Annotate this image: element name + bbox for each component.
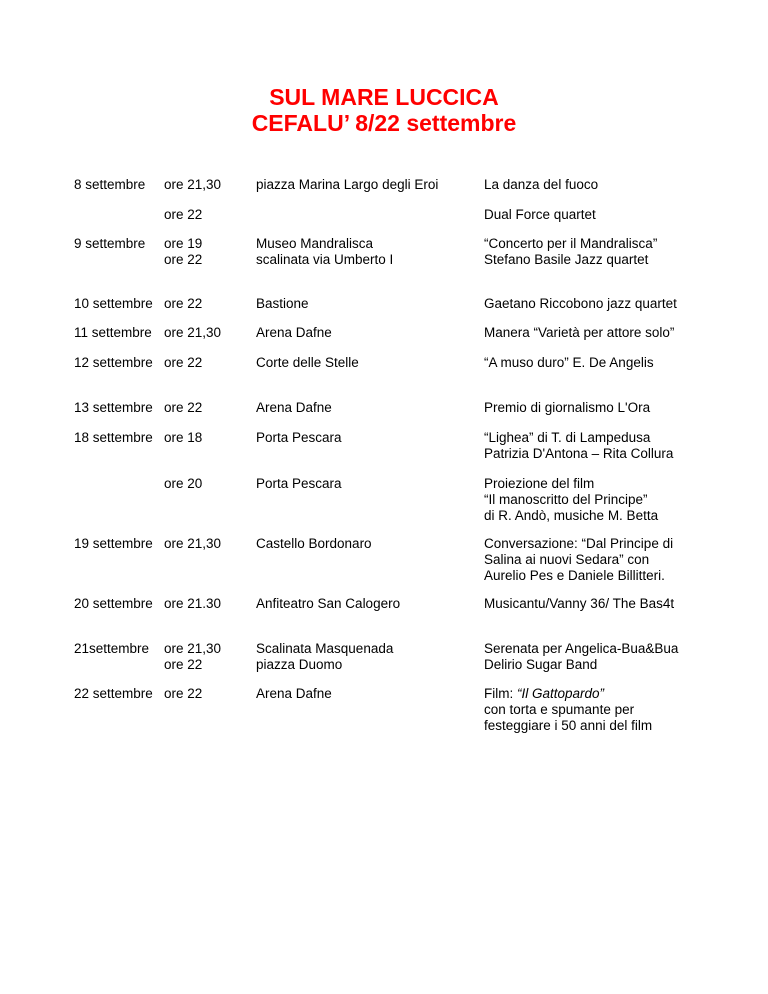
event-description-line: Delirio Sugar Band <box>484 657 598 672</box>
event-description-line: Conversazione: “Dal Principe di <box>484 536 674 551</box>
event-place <box>256 476 342 492</box>
event-time-line: ore 19 <box>164 236 203 251</box>
event-description <box>484 596 674 612</box>
event-description <box>484 296 677 312</box>
event-date: 11 settembre <box>74 325 152 340</box>
event-time-line: ore 21,30 <box>164 536 222 551</box>
event-time-line: ore 22 <box>164 207 203 222</box>
event-place <box>256 236 393 268</box>
event-place-line: piazza Duomo <box>256 657 343 672</box>
event-place-line: Arena Dafne <box>256 325 332 340</box>
event-description <box>484 400 650 416</box>
event-place <box>256 686 332 702</box>
event-time <box>164 236 202 268</box>
event-place <box>256 536 372 552</box>
event-time <box>164 686 202 702</box>
event-place-line: Museo Mandralisca <box>256 236 374 251</box>
event-place-line: Porta Pescara <box>256 430 342 445</box>
event-description <box>484 536 673 584</box>
event-time-line: ore 22 <box>164 400 203 415</box>
title-line-2: CEFALU’ 8/22 settembre <box>251 110 517 136</box>
event-time <box>164 207 202 223</box>
event-description-line: “Il manoscritto del Principe” <box>484 492 648 507</box>
event-description-line: con torta e spumante per <box>484 702 635 717</box>
event-description-line: Dual Force quartet <box>484 207 596 222</box>
event-place-line: scalinata via Umberto I <box>256 252 394 267</box>
event-date: 8 settembre <box>74 177 146 192</box>
event-place-line: Arena Dafne <box>256 686 332 701</box>
event-description <box>484 686 652 734</box>
event-description-line: “Lighea” di T. di Lampedusa <box>484 430 651 445</box>
event-description-line: Salina ai nuovi Sedara” con <box>484 552 650 567</box>
event-place <box>256 296 309 312</box>
event-time <box>164 596 221 612</box>
event-date: 19 settembre <box>74 536 153 551</box>
event-description <box>484 177 598 193</box>
event-time-line: ore 22 <box>164 686 203 701</box>
event-place <box>256 177 438 193</box>
event-time <box>164 476 202 492</box>
event-place-line: Corte delle Stelle <box>256 355 359 370</box>
event-place-line: Arena Dafne <box>256 400 332 415</box>
event-place-line: Porta Pescara <box>256 476 342 491</box>
event-place <box>256 641 393 673</box>
film-title: “Il Gattopardo” <box>517 686 605 701</box>
event-time-line: ore 22 <box>164 355 203 370</box>
event-description-line: “A muso duro” E. De Angelis <box>484 355 654 370</box>
event-description-line: Musicantu/Vanny 36/ The Bas4t <box>484 596 675 611</box>
event-time <box>164 536 221 552</box>
event-description <box>484 236 657 268</box>
event-place <box>256 325 332 341</box>
event-time-line: ore 18 <box>164 430 203 445</box>
event-description <box>484 355 654 371</box>
event-time <box>164 400 202 416</box>
event-description-line: Manera “Varietà per attore solo” <box>484 325 675 340</box>
event-description-line: Aurelio Pes e Daniele Billitteri. <box>484 568 665 583</box>
event-description-line: festeggiare i 50 anni del film <box>484 718 653 733</box>
event-date: 10 settembre <box>74 296 153 311</box>
event-description <box>484 325 674 341</box>
event-time <box>164 177 221 193</box>
event-time <box>164 430 202 446</box>
event-description-line: Stefano Basile Jazz quartet <box>484 252 649 267</box>
event-description-line: di R. Andò, musiche M. Betta <box>484 508 659 523</box>
event-place-line: Castello Bordonaro <box>256 536 372 551</box>
event-date: 20 settembre <box>74 596 153 611</box>
event-description-line: Gaetano Riccobono jazz quartet <box>484 296 677 311</box>
title-line-1: SUL MARE LUCCICA <box>269 84 499 110</box>
event-date: 18 settembre <box>74 430 153 445</box>
event-time-line: ore 20 <box>164 476 203 491</box>
event-time <box>164 641 221 673</box>
event-time-line: ore 21.30 <box>164 596 222 611</box>
event-description <box>484 641 678 673</box>
event-description-line: Patrizia D'Antona – Rita Collura <box>484 446 674 461</box>
event-time-line: ore 21,30 <box>164 177 222 192</box>
event-time-line: ore 21,30 <box>164 641 222 656</box>
event-date: 13 settembre <box>74 400 153 415</box>
event-place-line: Bastione <box>256 296 309 311</box>
event-date: 21settembre <box>74 641 150 656</box>
event-description-line: Film: “Il Gattopardo” <box>484 686 605 701</box>
event-time <box>164 355 202 371</box>
event-description-line: Premio di giornalismo L'Ora <box>484 400 651 415</box>
event-description-line: “Concerto per il Mandralisca” <box>484 236 658 251</box>
event-description-line: Serenata per Angelica-Bua&Bua <box>484 641 679 656</box>
event-date: 9 settembre <box>74 236 146 251</box>
event-place-line: piazza Marina Largo degli Eroi <box>256 177 439 192</box>
event-description <box>484 207 596 223</box>
event-time-line: ore 22 <box>164 657 203 672</box>
event-time <box>164 325 221 341</box>
event-description-line: La danza del fuoco <box>484 177 599 192</box>
event-time-line: ore 21,30 <box>164 325 222 340</box>
event-description <box>484 476 658 524</box>
event-date: 12 settembre <box>74 355 153 370</box>
event-time-line: ore 22 <box>164 252 203 267</box>
event-place <box>256 596 400 612</box>
event-place <box>256 430 342 446</box>
event-description <box>484 430 673 462</box>
event-time-line: ore 22 <box>164 296 203 311</box>
event-time <box>164 296 202 312</box>
event-place <box>256 400 332 416</box>
event-place-line: Scalinata Masquenada <box>256 641 394 656</box>
event-date: 22 settembre <box>74 686 153 701</box>
event-description-line: Proiezione del film <box>484 476 595 491</box>
event-place-line: Anfiteatro San Calogero <box>256 596 401 611</box>
event-place <box>256 355 359 371</box>
